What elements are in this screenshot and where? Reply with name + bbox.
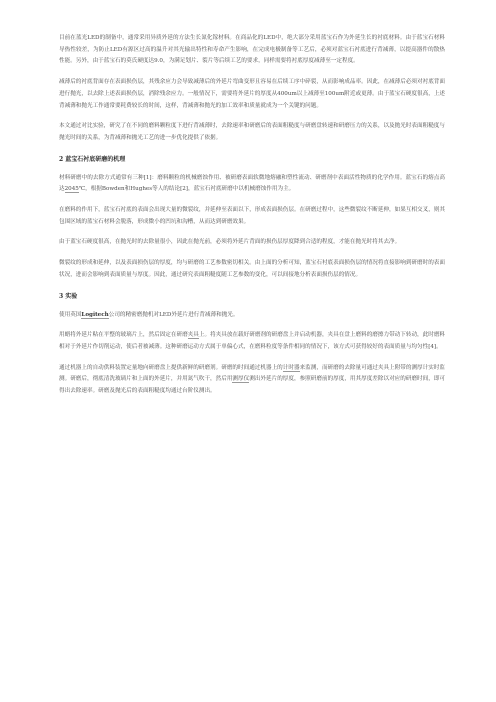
section-2-paragraph-4: 微裂纹的形成和延伸，以及表面损伤层的厚度，均与研磨的工艺参数密切相关。由上面的分析可知，蓝宝石衬底表面损伤层的情况将直接影响到研磨时的表面状况，进而会影响到表面质量与厚度。因此，通过研究表面粗糙度随工艺参数的变化，可以间接地分析表面损伤层的情况。	[59, 260, 445, 278]
section-2-paragraph-1	[59, 173, 445, 196]
text-run: 测出外延片的厚度，参照研磨前的厚度，用其厚度差除以对应的研磨时间，即可得出去除速率。研磨及抛光后的表面粗糙度均通过台阶仪测出。	[59, 376, 446, 395]
logitech-link[interactable]: Logitech	[81, 311, 109, 318]
section-3-heading: 3 实验	[59, 292, 78, 300]
text-run: 公司的精密磨抛机对LED外延片进行背减薄和抛光。	[108, 311, 239, 318]
document-page	[59, 33, 445, 407]
section-3-paragraph-2	[59, 330, 445, 353]
timer-link[interactable]: 计时器	[282, 364, 300, 371]
melting-point-link[interactable]: 2045	[64, 186, 79, 193]
section-2-heading: 2 蓝宝石衬底研磨的机理	[59, 155, 126, 163]
text-run: 材料研磨中的去除方式通常有三种[1]：磨料颗粒的机械磨蚀作用、被研磨表面软微地熔融和塑性流动、研磨剂中表面活性物质的化学作用。蓝宝石的熔点高达	[59, 174, 445, 193]
intro-paragraph-2: 减薄后的衬底背面存在表面损伤层，其残余应力会导致减薄后的外延片弯曲变形且容易在后续工序中碎裂，从而影响成品率。因此，在减薄后必须对衬底背面进行抛光，以去除上述表面损伤层，消除残余应力。一般情况下，需要将外延片的厚度从400um以上减薄至100um附近或更薄。由于蓝宝石硬度很高，上述背减薄和抛光工作通常要耗费较长的时间，这样，背减薄和抛光的加工效率和质量就成为一个关键的问题。	[59, 79, 445, 109]
fixture-link[interactable]: 夹具	[187, 332, 199, 339]
text-run: 来监测，而研磨的去除量可通过夹具上附带的测厚计实时监测。研磨后，彻底清洗玻璃片和上面的外延片，并用氮气吹干，然后用	[59, 364, 446, 383]
text-run: 用蜡将外延片粘在平整的玻璃片上，然后固定在研磨	[59, 332, 188, 339]
intro-paragraph-1: 目前在蓝光LED的制备中，通常采用异质外延的方法生长氮化镓材料。在商品化的LED中，绝大部分采用蓝宝石作为外延生长的衬底材料。由于蓝宝石材料导热性较差，为防止LED有源区过高的温升对其光输出特性和寿命产生影响，在完成电极制备等工艺后，必须对蓝宝石衬底进行背减薄，以提高器件的散热性能。另外，由于蓝宝石的莫氏硬度达9.0，为满足划片、裂片等后续工艺的要求，同样需要将衬底厚度减薄至一定程度。	[59, 35, 445, 65]
intro-paragraph-3: 本文通过对比实验，研究了在不同的磨料颗粒度下进行背减薄时，去除速率和研磨后的表面粗糙度与研磨盘转速和研磨压力的关系，以及抛光时表面粗糙度与抛光时间的关系，为背减薄和抛光工艺的进一步优化提供了依据。	[59, 123, 445, 141]
text-run: 使用英国	[59, 311, 82, 318]
text-run: 上。将夹具放在载好研磨剂的研磨盘上并启动机器，夹具在盘上磨料的磨擦力带动下转动，此时磨料相对于外延片作切削运动，使后者被减薄。这种研磨运动方式属于单偏心式，在磨料粒度等条件相同的情况下，该方式可获得较好的表面质量与均匀性[4]。	[59, 332, 446, 350]
section-2-paragraph-3: 由于蓝宝石硬度很高，在抛光时的去除量很小，因此在抛光前，必须将外延片背面的损伤层厚度降到合适的程度，才能在抛光时将其去净。	[59, 239, 401, 246]
text-run: ℃，根据Bowden和Hughes等人的结论[2]，蓝宝石衬底研磨中以机械磨蚀作用为主。	[78, 186, 295, 193]
section-2-paragraph-2: 在磨料的作用下，蓝宝石衬底的表面会出现大量的微裂纹，并延伸至表面以下，形成表面损伤层。在研磨过程中，这些微裂纹不断延伸，如果互相交叉，则其包围区域的蓝宝石材料会脱落，形成微小的凹坑和沟槽，从而达到研磨效果。	[59, 207, 445, 225]
text-run: 通过机器上的自动供料装置定量地向研磨盘上提供新鲜的研磨剂。研磨的时间通过机器上的	[59, 364, 283, 371]
section-3-paragraph-1	[59, 310, 445, 322]
thickness-gauge-link[interactable]: 测厚仪	[232, 376, 250, 383]
section-3-paragraph-3	[59, 363, 445, 398]
